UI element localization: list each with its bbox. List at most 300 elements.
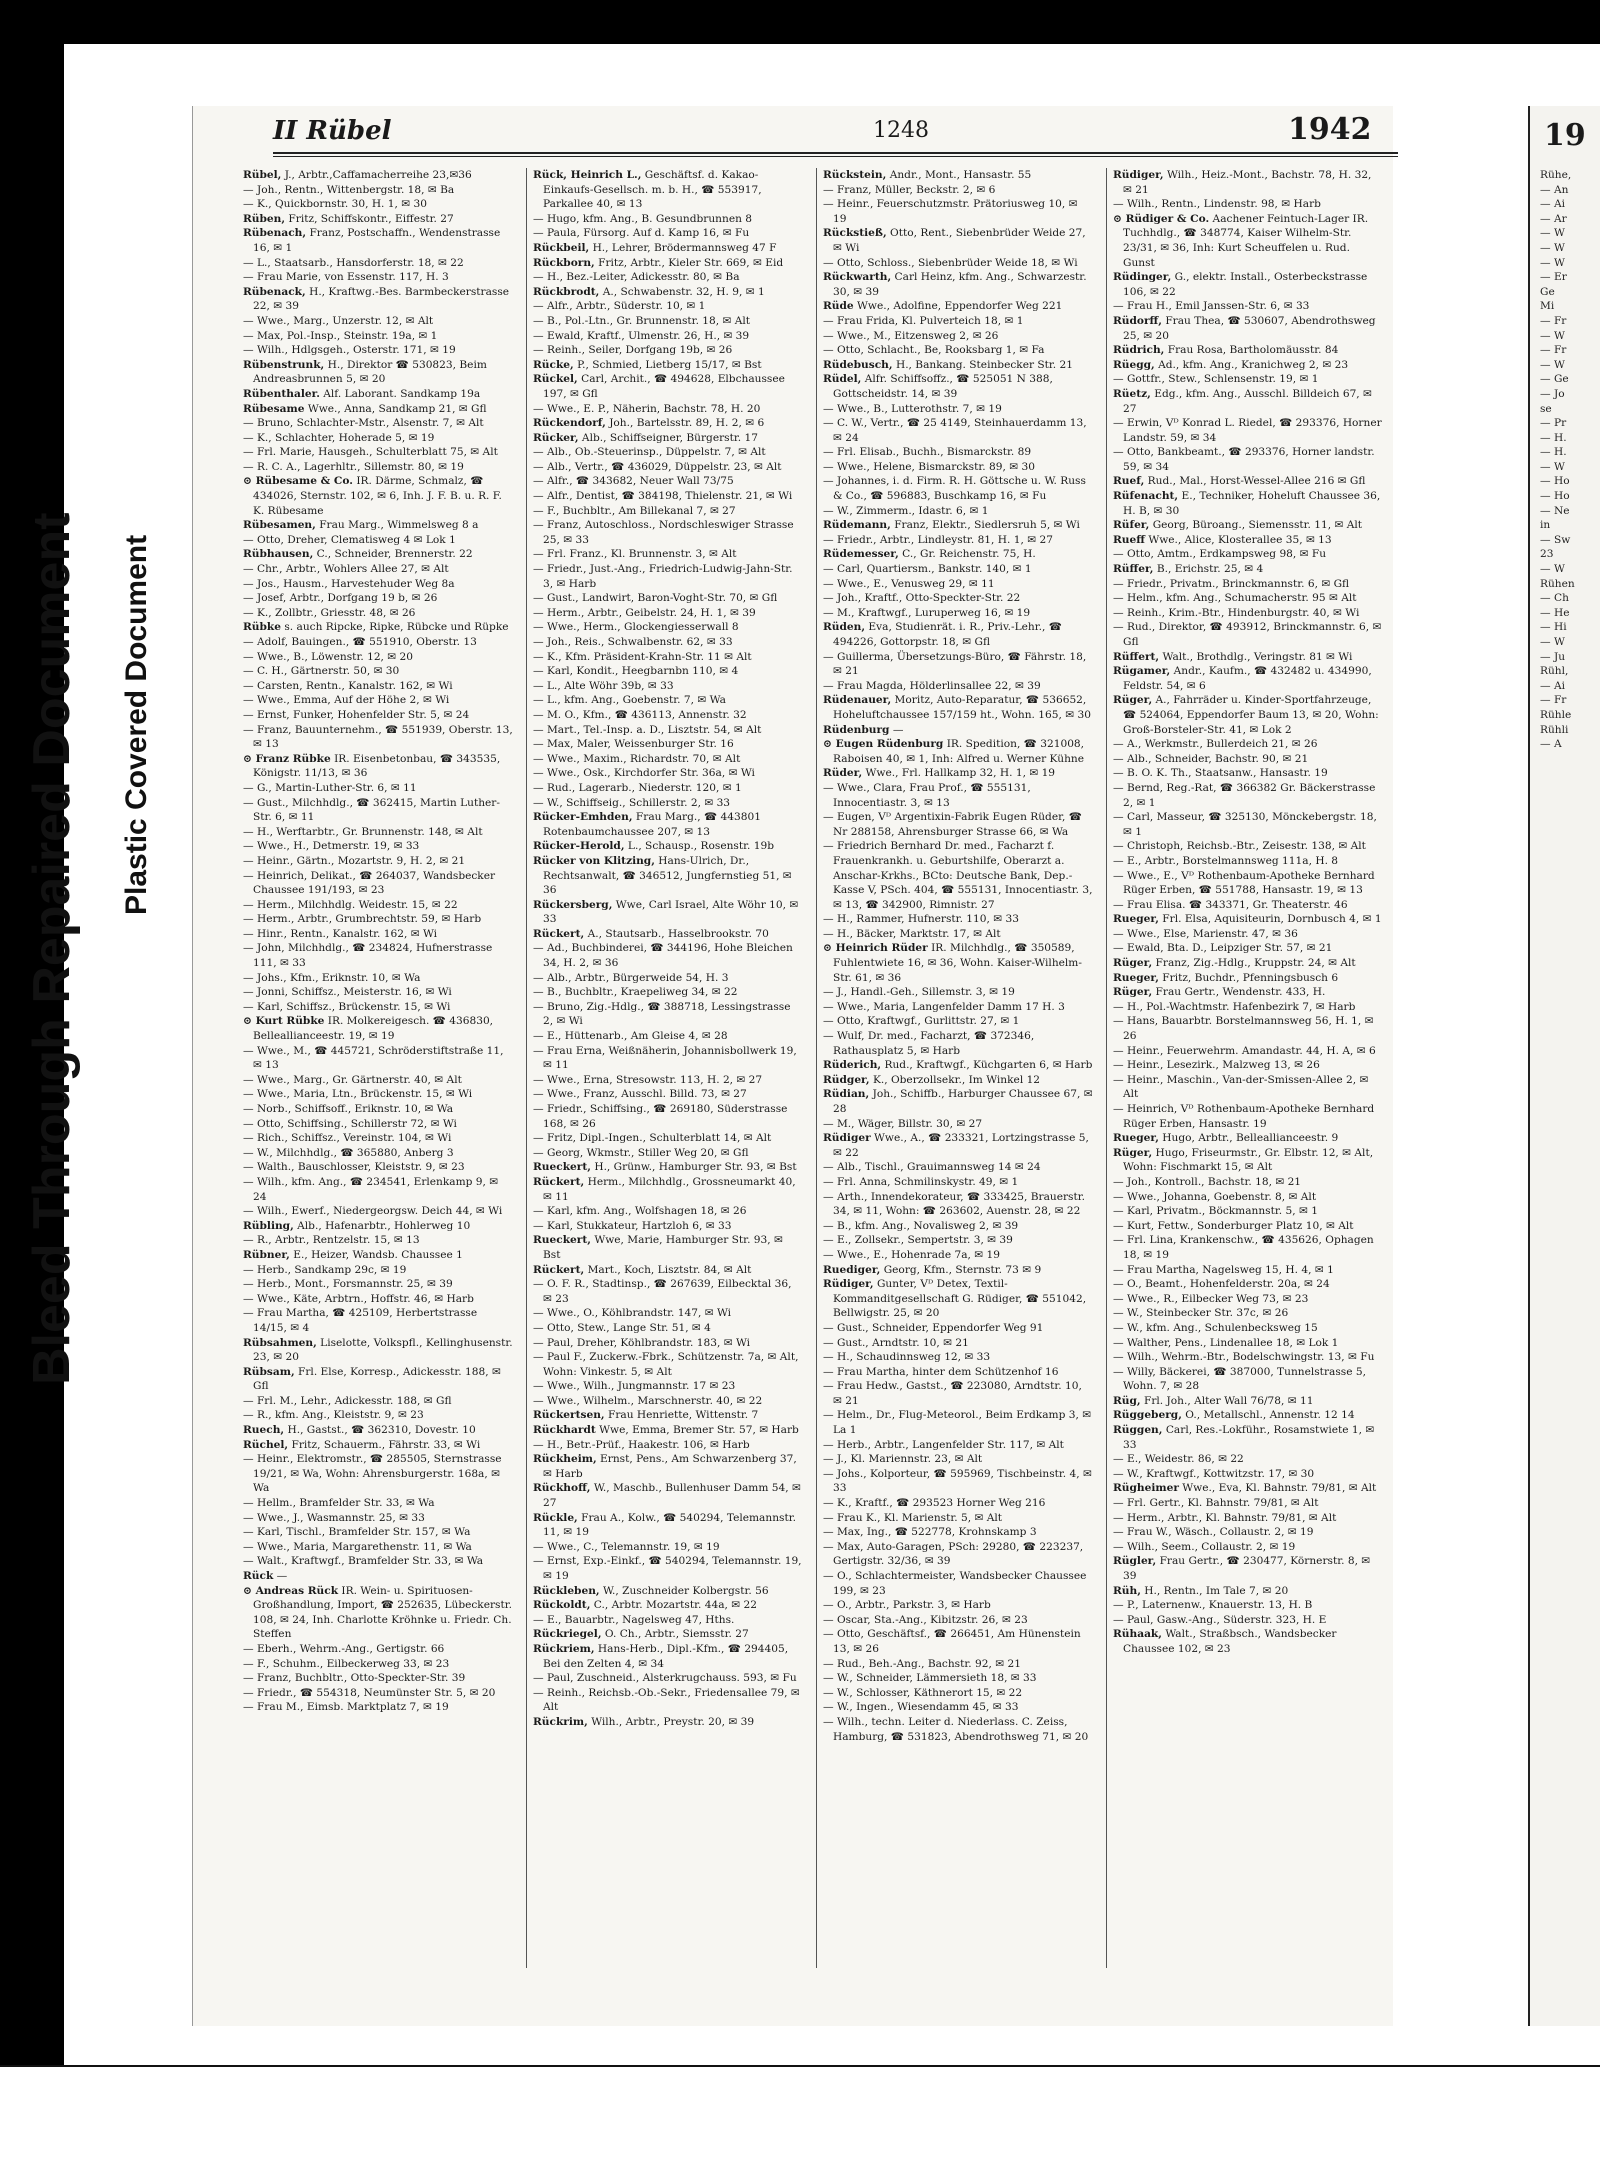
entry-text: — Franz, Bauunternehm., ☎ 551939, Oberstr. 13, ✉ 13 bbox=[243, 723, 513, 751]
adjacent-entry-fragment: — H. bbox=[1540, 431, 1567, 444]
entry-text: — Wwe., Herm., Glockengiesserwall 8 bbox=[533, 621, 739, 634]
entry-text: — W., Ingen., Wiesendamm 45, ✉ 33 bbox=[823, 1701, 1019, 1714]
entry-name: Rüetz, bbox=[1113, 387, 1151, 400]
entry-text: — F., Schuhm., Eilbeckerweg 33, ✉ 23 bbox=[243, 1657, 450, 1670]
entry-name: Rüger, bbox=[1113, 694, 1153, 707]
entry-text: — Hellm., Bramfelder Str. 33, ✉ Wa bbox=[243, 1497, 435, 1510]
entry-text: Aachener Feintuch-Lager IR. Tuchhdlg., ☎ 348774, Kaiser Wilhelm-Str. 23/31, ✉ 36, Inh: Kurt Scheuffelen u. Rud. Gunst bbox=[1123, 212, 1369, 269]
entry-text: A., Schwabenstr. 32, H. 9, ✉ 1 bbox=[602, 285, 765, 298]
year-label: 1942 bbox=[1288, 112, 1372, 147]
entry-name: ⊙ Eugen Rüdenburg bbox=[823, 738, 944, 751]
entry-text: — L., Staatsarb., Hansdorferstr. 18, ✉ 22 bbox=[243, 256, 464, 269]
entry-text: — Friedr., ☎ 554318, Neumünster Str. 5, ✉ 20 bbox=[243, 1686, 496, 1699]
directory-entry bbox=[533, 664, 803, 679]
adjacent-entry-fragment: — Ch bbox=[1540, 592, 1569, 605]
entry-text: — Karl, kfm. Ang., Wolfshagen 18, ✉ 26 bbox=[533, 1205, 747, 1218]
entry-text: — W., Schneider, Lämmersieth 18, ✉ 33 bbox=[823, 1672, 1037, 1685]
entry-name: Ruediger, bbox=[823, 1263, 881, 1276]
directory-entry bbox=[1113, 1452, 1383, 1467]
directory-entry bbox=[823, 1540, 1093, 1569]
entry-text: — W., Zimmerm., Idastr. 6, ✉ 1 bbox=[823, 504, 989, 517]
entry-name: Ruech, bbox=[243, 1424, 285, 1437]
entry-text: Mart., Koch, Lisztstr. 84, ✉ Alt bbox=[587, 1263, 752, 1276]
entry-name: Rückborn, bbox=[533, 256, 595, 269]
entry-text: — Karl, Tischl., Bramfelder Str. 157, ✉ Wa bbox=[243, 1526, 471, 1539]
entry-name: Rüg, bbox=[1113, 1394, 1141, 1407]
entry-text: — Franz, Buchbltr., Otto-Speckter-Str. 39 bbox=[243, 1672, 466, 1685]
directory-entry bbox=[533, 1715, 803, 1730]
entry-text: — W., Steinbecker Str. 37c, ✉ 26 bbox=[1113, 1307, 1289, 1320]
entry-text: — Karl, Stukkateur, Hartzloh 6, ✉ 33 bbox=[533, 1219, 732, 1232]
adjacent-entry-fragment: — Pr bbox=[1540, 417, 1567, 430]
directory-entry bbox=[243, 226, 513, 255]
directory-entry bbox=[1113, 1496, 1383, 1511]
directory-entry bbox=[823, 1087, 1093, 1116]
directory-entry bbox=[1113, 591, 1383, 606]
entry-text: Walt., Straßbsch., Wandsbecker Chaussee 102, ✉ 23 bbox=[1123, 1628, 1337, 1655]
column-divider bbox=[816, 168, 817, 1968]
entry-text: — Wwe., Wilhelm., Marschnerstr. 40, ✉ 22 bbox=[533, 1394, 763, 1407]
entry-name: Rückstieß, bbox=[823, 227, 887, 240]
entry-text: — Jonni, Schiffsz., Meisterstr. 16, ✉ Wi bbox=[243, 986, 452, 999]
directory-entry bbox=[243, 358, 513, 387]
entry-text: Fritz, Schauerm., Fährstr. 33, ✉ Wi bbox=[291, 1438, 481, 1451]
directory-entry bbox=[823, 562, 1093, 577]
directory-entry bbox=[243, 402, 513, 417]
entry-text: — R., kfm. Ang., Kleiststr. 9, ✉ 23 bbox=[243, 1409, 424, 1422]
directory-entry bbox=[823, 577, 1093, 592]
entry-text: — Heinr., Maschin., Van-der-Smissen-Allee 2, ✉ Alt bbox=[1113, 1073, 1369, 1101]
entry-text: — Bernd, Reg.-Rat, ☎ 366382 Gr. Bäckerstrasse 2, ✉ 1 bbox=[1113, 781, 1376, 809]
directory-entry bbox=[533, 489, 803, 504]
directory-entry bbox=[243, 285, 513, 314]
directory-entry bbox=[1113, 474, 1383, 489]
entry-text: — W., Schlosser, Käthnerort 15, ✉ 22 bbox=[823, 1686, 1023, 1699]
entry-text: — Frau M., Eimsb. Marktplatz 7, ✉ 19 bbox=[243, 1701, 449, 1714]
entry-text: — Rich., Schiffsz., Vereinstr. 104, ✉ Wi bbox=[243, 1132, 452, 1145]
adjacent-entry-fragment: — Jo bbox=[1540, 387, 1565, 400]
entry-name: Rübsam, bbox=[243, 1365, 295, 1378]
entry-text: — Alb., Ob.-Steuerinsp., Düppelstr. 7, ✉ Alt bbox=[533, 446, 766, 459]
directory-entry bbox=[823, 533, 1093, 548]
directory-entry bbox=[1113, 577, 1383, 592]
directory-entry bbox=[823, 504, 1093, 519]
entry-text: — Joh., Reis., Schwalbenstr. 62, ✉ 33 bbox=[533, 636, 733, 648]
entry-name: Rückersberg, bbox=[533, 898, 613, 911]
entry-name: Rüchel, bbox=[243, 1438, 289, 1451]
entry-text: — Carl, Masseur, ☎ 325130, Mönckebergstr. 18, ✉ 1 bbox=[1113, 811, 1377, 838]
entry-text: — Arth., Innendekorateur, ☎ 333425, Brauerstr. 34, ✉ 11, Wohn: ☎ 263602, Auenstr. 28, ✉ 22 bbox=[823, 1190, 1086, 1218]
directory-entry bbox=[823, 1686, 1093, 1701]
directory-entry bbox=[533, 796, 803, 811]
running-head: II Rübel bbox=[273, 116, 392, 146]
plastic-note-label: Plastic Covered Document bbox=[120, 534, 153, 915]
directory-entry bbox=[243, 664, 513, 679]
adjacent-year-label: 19 bbox=[1544, 118, 1586, 153]
directory-entry bbox=[533, 1584, 803, 1599]
entry-text: — Wwe., Käte, Arbtrn., Hoffstr. 46, ✉ Harb bbox=[243, 1292, 474, 1305]
directory-entry bbox=[243, 474, 513, 518]
entry-text: Georg, Kfm., Sternstr. 73 ✉ 9 bbox=[883, 1263, 1042, 1276]
entry-text: — Wwe., E., Venusweg 29, ✉ 11 bbox=[823, 577, 995, 590]
directory-entry bbox=[243, 1248, 513, 1263]
adjacent-entry-fragment: se bbox=[1540, 402, 1552, 415]
directory-entry bbox=[823, 1175, 1093, 1190]
entry-text: — A., Werkmstr., Bullerdeich 21, ✉ 26 bbox=[1113, 738, 1318, 751]
entry-name: Rueger, bbox=[1113, 971, 1159, 984]
directory-entry bbox=[823, 1131, 1093, 1160]
directory-entry bbox=[243, 1642, 513, 1657]
directory-entry bbox=[1113, 839, 1383, 854]
directory-entry bbox=[533, 781, 803, 796]
entry-text: s. auch Ripcke, Ripke, Rübcke und Rüpke bbox=[284, 621, 509, 634]
entry-text: IR. Därme, Schmalz, ☎ 434026, Sternstr. 102, ✉ 6, Inh. J. F. B. u. R. F. K. Rübesame bbox=[253, 475, 502, 517]
entry-text: — Max, Pol.-Insp., Steinstr. 19a, ✉ 1 bbox=[243, 329, 438, 342]
directory-entry bbox=[243, 1044, 513, 1073]
entry-name: Rueckert, bbox=[533, 1161, 591, 1174]
entry-text: — Carsten, Rentn., Kanalstr. 162, ✉ Wi bbox=[243, 679, 453, 692]
directory-entry bbox=[1113, 810, 1383, 839]
entry-name: Rüegg, bbox=[1113, 358, 1155, 371]
entry-text: — O., Beamt., Hohenfelderstr. 20a, ✉ 24 bbox=[1113, 1278, 1330, 1291]
entry-text: Liselotte, Volkspfl., Kellinghusenstr. 23, ✉ 20 bbox=[253, 1336, 513, 1364]
entry-text: — Frl. Lina, Krankenschw., ☎ 435626, Ophagen 18, ✉ 19 bbox=[1113, 1234, 1374, 1261]
entry-text: — Otto, Kraftwgf., Gurlittstr. 27, ✉ 1 bbox=[823, 1015, 1020, 1028]
directory-entry bbox=[1113, 1102, 1383, 1131]
directory-entry bbox=[823, 256, 1093, 271]
directory-entry bbox=[243, 869, 513, 898]
entry-text: — Wilh., Rentn., Lindenstr. 98, ✉ Harb bbox=[1113, 198, 1321, 211]
entry-text: — P., Laternenw., Knauerstr. 13, H. B bbox=[1113, 1599, 1313, 1612]
directory-entry bbox=[1113, 971, 1383, 986]
entry-name: Rückle, bbox=[533, 1511, 578, 1524]
adjacent-entry-fragment: Ge bbox=[1540, 285, 1555, 298]
entry-text: C., Arbtr. Mozartstr. 44a, ✉ 22 bbox=[593, 1599, 758, 1612]
entry-name: Rühaak, bbox=[1113, 1628, 1162, 1641]
directory-entry bbox=[533, 1000, 803, 1029]
directory-entry bbox=[533, 591, 803, 606]
directory-entry bbox=[1113, 1233, 1383, 1262]
entry-name: Rügler, bbox=[1113, 1555, 1157, 1568]
entry-text: — O., Schlachtermeister, Wandsbecker Chaussee 199, ✉ 23 bbox=[823, 1570, 1087, 1597]
entry-text: — Frau Frida, Kl. Pulverteich 18, ✉ 1 bbox=[823, 314, 1024, 327]
directory-entry bbox=[243, 1686, 513, 1701]
entry-text: — Friedr., Just.-Ang., Friedrich-Ludwig-Jahn-Str. 3, ✉ Harb bbox=[533, 563, 793, 590]
entry-text: Carl, Archit., ☎ 494628, Elbchaussee 197, ✉ Gfl bbox=[543, 373, 785, 400]
directory-entry bbox=[823, 547, 1093, 562]
directory-entry bbox=[533, 1219, 803, 1234]
directory-entry bbox=[533, 810, 803, 839]
adjacent-page-column bbox=[1540, 168, 1600, 752]
entry-text: Frau Marg., ☎ 443801 Rotenbaumchaussee 207, ✉ 13 bbox=[543, 811, 761, 838]
directory-entry bbox=[533, 1146, 803, 1161]
entry-text: Frau Rosa, Bartholomäusstr. 84 bbox=[1167, 344, 1339, 357]
directory-entry bbox=[533, 358, 803, 373]
entry-text: A., Stautsarb., Hasselbrookstr. 70 bbox=[587, 927, 769, 940]
directory-entry bbox=[1113, 606, 1383, 621]
directory-entry bbox=[823, 372, 1093, 401]
entry-text: — Mart., Tel.-Insp. a. D., Lisztstr. 54, ✉ Alt bbox=[533, 723, 762, 736]
directory-entry bbox=[823, 1452, 1093, 1467]
entry-text: — Herb., Arbtr., Langenfelder Str. 117, ✉ Alt bbox=[823, 1438, 1064, 1451]
directory-entry bbox=[243, 1263, 513, 1278]
entry-name: Rübke bbox=[243, 621, 281, 634]
directory-entry bbox=[823, 1627, 1093, 1656]
directory-entry bbox=[243, 329, 513, 344]
entry-text: — K., Quickbornstr. 30, H. 1, ✉ 30 bbox=[243, 198, 427, 211]
entry-text: — Gust., Schneider, Eppendorfer Weg 91 bbox=[823, 1321, 1044, 1334]
entry-name: Rückhoff, bbox=[533, 1482, 591, 1495]
directory-entry bbox=[823, 781, 1093, 810]
entry-text: Gunter, Vᴰ Detex, Textil-Kommanditgesellschaft G. Rüdiger, ☎ 551042, Bellwigstr. 25, ✉ 20 bbox=[833, 1278, 1087, 1320]
directory-entry bbox=[1113, 1423, 1383, 1452]
directory-entry bbox=[1113, 912, 1383, 927]
entry-text: — Bruno, Zig.-Hdlg., ☎ 388718, Lessingstrasse 2, ✉ Wi bbox=[533, 1000, 791, 1028]
directory-entry bbox=[823, 1117, 1093, 1132]
directory-entry bbox=[823, 1438, 1093, 1453]
entry-text: — K., Schlachter, Hoherade 5, ✉ 19 bbox=[243, 431, 435, 444]
entry-text: — H., Bäcker, Marktstr. 17, ✉ Alt bbox=[823, 927, 1001, 940]
directory-entry bbox=[533, 1306, 803, 1321]
directory-entry bbox=[533, 270, 803, 285]
entry-name: Rüdemann, bbox=[823, 519, 891, 532]
entry-text: — Wwe., R., Eilbecker Weg 73, ✉ 23 bbox=[1113, 1292, 1309, 1305]
directory-entry bbox=[533, 941, 803, 970]
entry-text: Franz, Elektr., Siedlersruh 5, ✉ Wi bbox=[894, 519, 1080, 532]
entry-text: — Wilh., Ewerf., Niedergeorgsw. Deich 44, ✉ Wi bbox=[243, 1205, 503, 1218]
adjacent-entry-fragment: in bbox=[1540, 519, 1551, 532]
directory-entry bbox=[533, 1263, 803, 1278]
entry-text: — Karl, Kondit., Heegbarnbn 110, ✉ 4 bbox=[533, 665, 739, 678]
entry-text: — Frl. Elisab., Buchh., Bismarckstr. 89 bbox=[823, 446, 1032, 459]
entry-name: Rüder, bbox=[823, 767, 863, 780]
entry-text: — Otto, Dreher, Clematisweg 4 ✉ Lok 1 bbox=[243, 533, 456, 546]
directory-entry bbox=[243, 1584, 513, 1642]
directory-entry bbox=[243, 1423, 513, 1438]
page-number: 1248 bbox=[873, 118, 929, 143]
entry-text: Hans-Herb., Dipl.-Kfm., ☎ 294405, Bei den Zelten 4, ✉ 34 bbox=[543, 1642, 789, 1670]
directory-entry bbox=[1113, 1408, 1383, 1423]
directory-entry bbox=[823, 723, 1093, 738]
directory-entry bbox=[533, 518, 803, 547]
entry-text: Wwe., Adolfine, Eppendorfer Weg 221 bbox=[857, 300, 1063, 313]
entry-name: Rueff bbox=[1113, 533, 1145, 546]
directory-entry bbox=[1113, 270, 1383, 299]
directory-entry bbox=[533, 1408, 803, 1423]
directory-entry bbox=[1113, 1511, 1383, 1526]
entry-text: — R. C. A., Lagerhltr., Sillemstr. 80, ✉ 19 bbox=[243, 460, 464, 473]
entry-text: H., Rentn., Im Tale 7, ✉ 20 bbox=[1144, 1584, 1289, 1597]
directory-entry bbox=[1113, 1598, 1383, 1613]
adjacent-entry-fragment: — Er bbox=[1540, 271, 1567, 284]
entry-text: — Wwe., Else, Marienstr. 47, ✉ 36 bbox=[1113, 927, 1298, 940]
directory-entry bbox=[533, 679, 803, 694]
entry-text: — Hinr., Rentn., Kanalstr. 162, ✉ Wi bbox=[243, 927, 438, 940]
entry-text: — Wwe., E. P., Näherin, Bachstr. 78, H. 20 bbox=[533, 402, 761, 415]
directory-entry bbox=[243, 708, 513, 723]
directory-entry bbox=[823, 650, 1093, 679]
directory-entry bbox=[533, 241, 803, 256]
entry-text: — Johs., Kfm., Eriknstr. 10, ✉ Wa bbox=[243, 971, 421, 984]
entry-text: — Reinh., Seiler, Dorfgang 19b, ✉ 26 bbox=[533, 344, 733, 357]
directory-entry bbox=[533, 1321, 803, 1336]
directory-entry bbox=[243, 1394, 513, 1409]
entry-text: Joh., Schiffb., Harburger Chaussee 67, ✉ 28 bbox=[833, 1088, 1093, 1115]
entry-text: — J., Handl.-Geh., Sillemstr. 3, ✉ 19 bbox=[823, 986, 1015, 999]
entry-text: — Hugo, kfm. Ang., B. Gesundbrunnen 8 bbox=[533, 212, 753, 225]
directory-entry bbox=[533, 1598, 803, 1613]
entry-text: — Wwe., Maria, Ltn., Brückenstr. 15, ✉ Wi bbox=[243, 1088, 473, 1101]
page-header bbox=[273, 106, 1393, 154]
entry-text: Andr., Mont., Hansastr. 55 bbox=[889, 169, 1032, 181]
entry-text: — L., Alte Wöhr 39b, ✉ 33 bbox=[533, 679, 674, 692]
directory-entry bbox=[1113, 562, 1383, 577]
directory-entry bbox=[243, 650, 513, 665]
directory-entry bbox=[1113, 372, 1383, 387]
entry-text: — Kurt, Fettw., Sonderburger Platz 10, ✉ Alt bbox=[1113, 1219, 1354, 1232]
entry-name: Rueger, bbox=[1113, 913, 1159, 926]
entry-text: — Friedr., Arbtr., Lindleystr. 81, H. 1, ✉ 27 bbox=[823, 533, 1053, 546]
entry-name: Rübenach, bbox=[243, 227, 307, 240]
directory-entry bbox=[243, 1233, 513, 1248]
entry-text: — Wilh., Wehrm.-Btr., Bodelschwingstr. 13, ✉ Fu bbox=[1113, 1351, 1375, 1364]
entry-text: — Heinr., Gärtn., Mozartstr. 9, H. 2, ✉ 21 bbox=[243, 854, 466, 867]
entry-text: — Wwe., M., Eitzensweg 2, ✉ 26 bbox=[823, 329, 999, 342]
adjacent-entry-fragment: — W bbox=[1540, 358, 1565, 371]
entry-text: Fritz, Schiffskontr., Eiffestr. 27 bbox=[288, 212, 454, 225]
entry-text: Fritz, Arbtr., Kieler Str. 669, ✉ Eid bbox=[598, 256, 784, 269]
directory-entry bbox=[533, 343, 803, 358]
adjacent-entry-fragment: — Fr bbox=[1540, 344, 1567, 357]
entry-name: ⊙ Franz Rübke bbox=[243, 752, 331, 765]
entry-text: — Walther, Pens., Lindenallee 18, ✉ Lok 1 bbox=[1113, 1336, 1339, 1349]
entry-name: Rügheimer bbox=[1113, 1482, 1179, 1495]
entry-name: Rückert, bbox=[533, 1175, 585, 1188]
directory-entry bbox=[533, 693, 803, 708]
directory-entry bbox=[823, 927, 1093, 942]
entry-text: H., Grünw., Hamburger Str. 93, ✉ Bst bbox=[594, 1161, 797, 1174]
directory-entry bbox=[823, 402, 1093, 417]
directory-entry bbox=[533, 723, 803, 738]
entry-text: — Helm., kfm. Ang., Schumacherstr. 95 ✉ Alt bbox=[1113, 592, 1357, 605]
entry-name: Rüben, bbox=[243, 212, 286, 225]
entry-text: IR. Molkereigesch. ☎ 436830, Belleallianceestr. 19, ✉ 19 bbox=[253, 1015, 494, 1043]
directory-entry bbox=[1113, 781, 1383, 810]
adjacent-entry-fragment: — Sw bbox=[1540, 533, 1571, 546]
directory-entry bbox=[243, 1087, 513, 1102]
directory-entry bbox=[823, 1525, 1093, 1540]
entry-name: Rückrim, bbox=[533, 1715, 588, 1728]
adjacent-entry-fragment: — Hi bbox=[1540, 621, 1567, 634]
entry-text: Frau Henriette, Wittenstr. 7 bbox=[607, 1409, 759, 1422]
directory-entry bbox=[243, 1569, 513, 1584]
directory-entry bbox=[243, 518, 513, 533]
entry-name: Rüdiger, bbox=[823, 1278, 874, 1291]
adjacent-entry-fragment: — W bbox=[1540, 227, 1565, 240]
entry-text: — Gottfr., Stew., Schlensenstr. 19, ✉ 1 bbox=[1113, 373, 1319, 386]
entry-text: Joh., Bartelsstr. 89, H. 2, ✉ 6 bbox=[609, 417, 765, 430]
entry-name: Rückert, bbox=[533, 1263, 585, 1276]
directory-entry bbox=[823, 985, 1093, 1000]
entry-name: Rück bbox=[243, 1570, 274, 1582]
entry-text: — Adolf, Bauingen., ☎ 551910, Oberstr. 13 bbox=[243, 636, 477, 648]
directory-entry bbox=[823, 1014, 1093, 1029]
entry-text: — Otto, Bankbeamt., ☎ 293376, Horner landstr. 59, ✉ 34 bbox=[1113, 446, 1375, 473]
entry-text: — Franz, Müller, Beckstr. 2, ✉ 6 bbox=[823, 183, 996, 196]
directory-entry bbox=[1113, 212, 1383, 270]
entry-text: — Frau H., Emil Janssen-Str. 6, ✉ 33 bbox=[1113, 300, 1310, 313]
entry-text: C., Schneider, Brennerstr. 22 bbox=[316, 548, 473, 561]
directory-entry bbox=[243, 781, 513, 796]
entry-text: — Herm., Arbtr., Grumbrechtstr. 59, ✉ Harb bbox=[243, 913, 482, 926]
entry-text: Wwe, Carl Israel, Alte Wöhr 10, ✉ 33 bbox=[543, 898, 799, 926]
directory-entry bbox=[243, 941, 513, 970]
adjacent-entry-fragment: — Ge bbox=[1540, 373, 1569, 386]
entry-text: — Ernst, Funker, Hohenfelder Str. 5, ✉ 24 bbox=[243, 708, 470, 721]
entry-text: — Frau Martha, ☎ 425109, Herbertstrasse 14/15, ✉ 4 bbox=[243, 1307, 478, 1334]
directory-entry bbox=[243, 183, 513, 198]
entry-text: — Rud., Lagerarb., Niederstr. 120, ✉ 1 bbox=[533, 781, 742, 794]
entry-name: Rüdinger, bbox=[1113, 271, 1172, 284]
entry-text: IR. Wein- u. Spirituosen-Großhandlung, Import, ☎ 252635, Lübeckerstr. 108, ✉ 24, Inh. Charlotte Kröhnke u. Friedr. Ch. Steffen bbox=[253, 1584, 513, 1641]
entry-name: Rübhausen, bbox=[243, 548, 314, 561]
entry-text: Wilh., Arbtr., Preystr. 20, ✉ 39 bbox=[591, 1715, 755, 1728]
directory-entry bbox=[823, 1350, 1093, 1365]
entry-text: — Wwe., J., Wasmannstr. 25, ✉ 33 bbox=[243, 1511, 425, 1524]
directory-entry bbox=[823, 329, 1093, 344]
adjacent-entry-fragment: — W bbox=[1540, 460, 1565, 473]
entry-text: — Herm., Arbtr., Kl. Bahnstr. 79/81, ✉ Alt bbox=[1113, 1511, 1337, 1524]
entry-text: Frl. Elsa, Aquisiteurin, Dornbusch 4, ✉ 1 bbox=[1162, 913, 1382, 926]
directory-entry bbox=[533, 1204, 803, 1219]
adjacent-entry-fragment: Rühen bbox=[1540, 577, 1575, 590]
entry-text: Wwe., Eva, Kl. Bahnstr. 79/81, ✉ Alt bbox=[1182, 1482, 1377, 1495]
adjacent-entry-fragment: — Ho bbox=[1540, 475, 1570, 488]
directory-entry bbox=[1113, 533, 1383, 548]
directory-entry bbox=[533, 1627, 803, 1642]
directory-entry bbox=[823, 591, 1093, 606]
entry-text: — Otto, Schloss., Siebenbrüder Weide 18, ✉ Wi bbox=[823, 256, 1078, 269]
entry-text: — Johannes, i. d. Firm. R. H. Göttsche u. W. Russ & Co., ☎ 596883, Buschkamp 16, ✉ Fu bbox=[823, 475, 1086, 503]
directory-entry bbox=[1113, 941, 1383, 956]
directory-entry bbox=[533, 562, 803, 591]
entry-name: Rück, Heinrich L., bbox=[533, 169, 642, 181]
entry-text: — Alfr., ☎ 343682, Neuer Wall 73/75 bbox=[533, 475, 734, 488]
directory-entry bbox=[243, 1219, 513, 1234]
entry-text: — Walth., Bauschlosser, Kleiststr. 9, ✉ 23 bbox=[243, 1161, 465, 1174]
directory-entry bbox=[823, 1248, 1093, 1263]
directory-entry bbox=[823, 693, 1093, 722]
directory-entry bbox=[533, 752, 803, 767]
entry-name: Rüdemesser, bbox=[823, 548, 899, 561]
entry-text: — Wwe., Maria, Margarethenstr. 11, ✉ Wa bbox=[243, 1540, 472, 1553]
entry-text: — K., Kraftf., ☎ 293523 Horner Weg 216 bbox=[823, 1497, 1046, 1510]
directory-entry bbox=[243, 591, 513, 606]
directory-entry bbox=[243, 1131, 513, 1146]
directory-entry bbox=[1113, 1175, 1383, 1190]
directory-entry bbox=[823, 1263, 1093, 1278]
entry-text: — B., Pol.-Ltn., Gr. Brunnenstr. 18, ✉ Alt bbox=[533, 314, 751, 327]
directory-entry bbox=[1113, 1394, 1383, 1409]
directory-entry bbox=[243, 168, 513, 183]
directory-entry bbox=[823, 912, 1093, 927]
entry-text: — Wwe., E., Vᴰ Rothenbaum-Apotheke Bernhard Rüger Erben, ☎ 551788, Hansastr. 19, ✉ 13 bbox=[1113, 869, 1375, 897]
entry-name: Rüger, bbox=[1113, 986, 1153, 999]
entry-text: — E., Bauarbtr., Nagelsweg 47, Hths. bbox=[533, 1613, 735, 1626]
entry-text: J., Arbtr.,Caffamacherreihe 23,✉36 bbox=[284, 169, 472, 181]
directory-entry bbox=[823, 1700, 1093, 1715]
entry-name: Rübenstrunk, bbox=[243, 358, 325, 371]
